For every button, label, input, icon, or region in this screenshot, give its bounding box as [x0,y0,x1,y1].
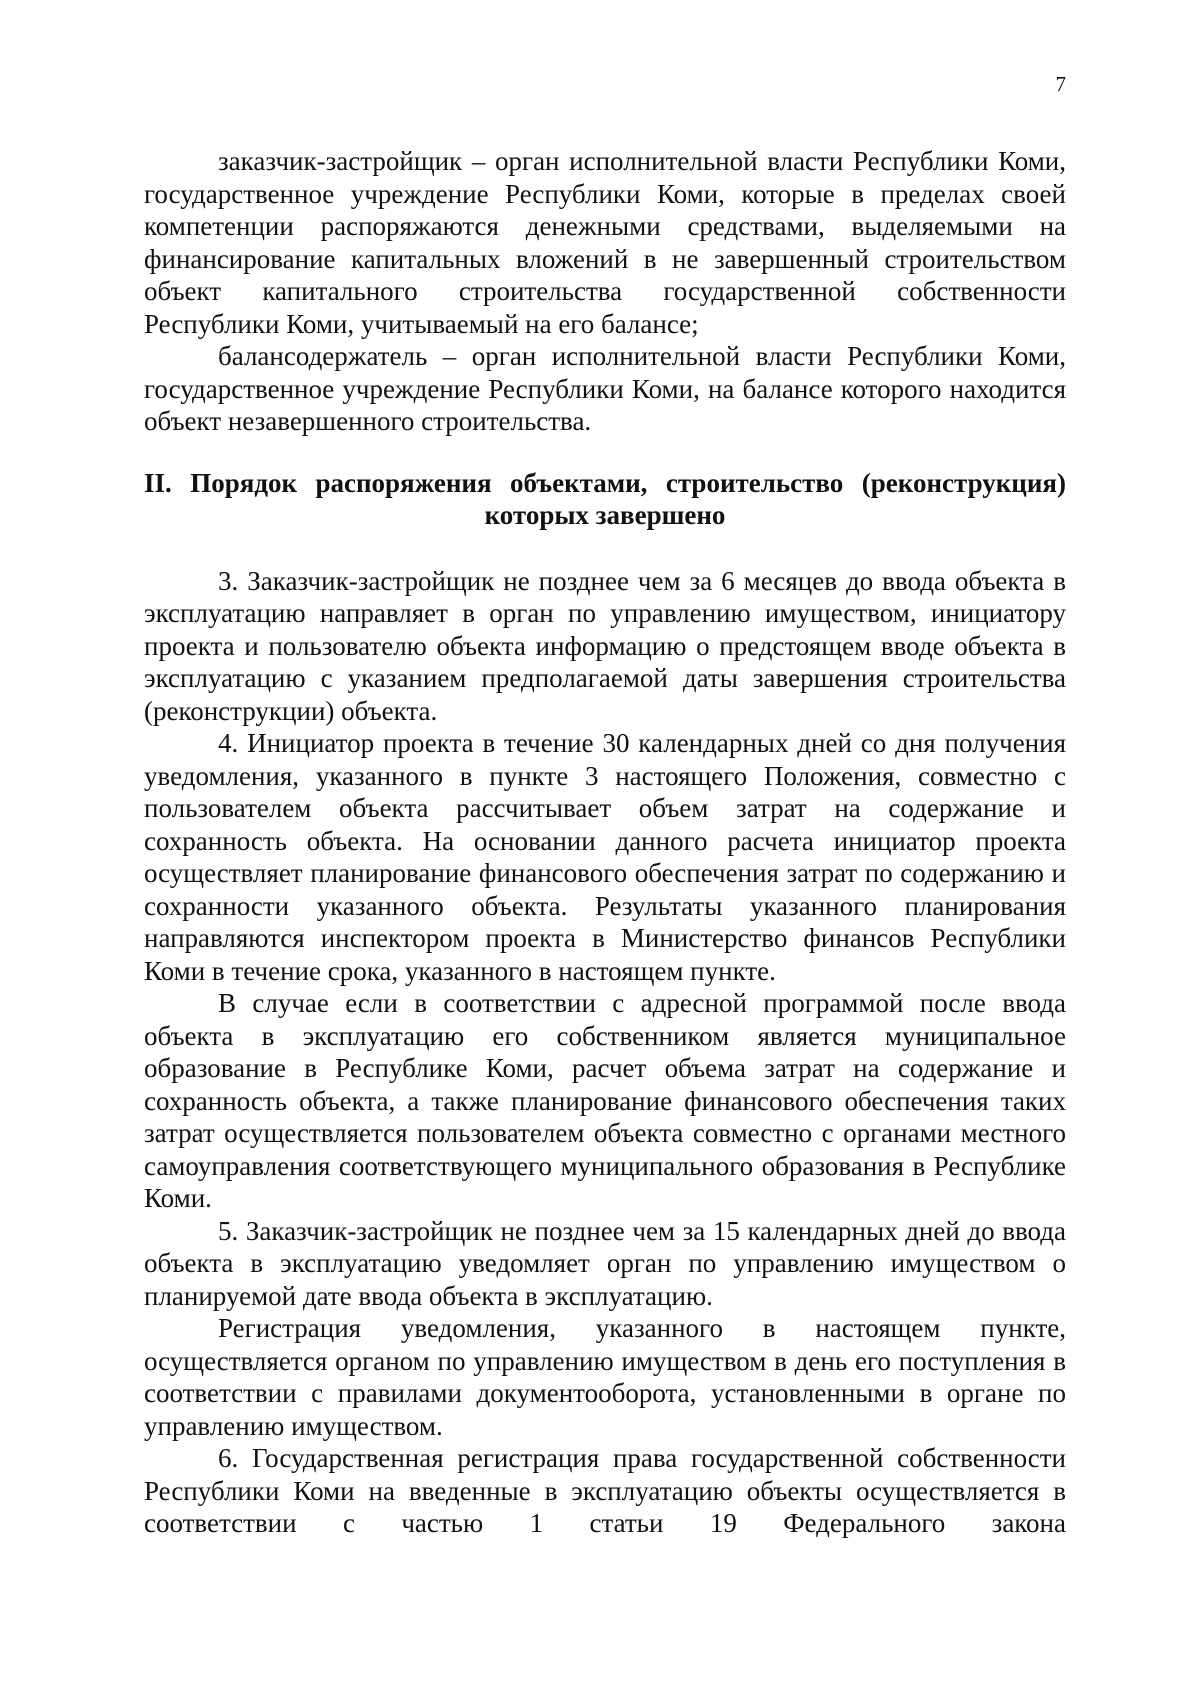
paragraph-item-6: 6. Государственная регистрация права государственной собственности Республики Коми на введенные в эксплуатацию объекты осуществляется в соответствии с частью 1 статьи 19 Федерального закона [144,1443,1066,1538]
paragraph-item-3: 3. Заказчик-застройщик не позднее чем за 6 месяцев до ввода объекта в эксплуатацию направляет в орган по управлению имуществом, инициатору проекта и пользователю объекта информацию о предстоящем вводе объекта в эксплуатацию с указанием предполагаемой даты завершения строительства (реконструкции) объекта. [144,565,1066,726]
paragraph-definition-customer: заказчик-застройщик – орган исполнительной власти Республики Коми, государственное учреждение Республики Коми, которые в пределах своей компетенции распоряжаются денежными средствами, выделяемыми на финансирование капитальных вложений в не завершенный строительством объект капитального строительства государственной собственности Республики Коми, учитываемый на его балансе; [144,146,1066,339]
section-heading-line-2: которых завершено [484,500,726,530]
section-heading [144,467,1066,532]
paragraph-notice-registration: Регистрация уведомления, указанного в настоящем пункте, осуществляется органом по управлению имуществом в день его поступления в соответствии с правилами документооборота, установленными в органе по управлению имуществом. [144,1313,1066,1441]
page-number: 7 [1055,72,1066,96]
paragraph-item-5: 5. Заказчик-застройщик не позднее чем за 15 календарных дней до ввода объекта в эксплуатацию уведомляет орган по управлению имуществом о планируемой дате ввода объекта в эксплуатацию. [144,1215,1066,1311]
paragraph-item-4: 4. Инициатор проекта в течение 30 календарных дней со дня получения уведомления, указанного в пункте 3 настоящего Положения, совместно с пользователем объекта рассчитывает объем затрат на содержание и сохранность объекта. На основании данного расчета инициатор проекта осуществляет планирование финансового обеспечения затрат по содержанию и сохранности указанного объекта. Результаты указанного планирования направляются инспектором проекта в Министерство финансов Республики Коми в течение срока, указанного в настоящем пункте. [144,728,1066,986]
section-heading-line-1: II. Порядок распоряжения объектами, строительство (реконструкция) [144,467,1066,498]
paragraph-municipal-case: В случае если в соответствии с адресной программой после ввода объекта в эксплуатацию его собственником является муниципальное образование в Республике Коми, расчет объема затрат на содержание и сохранность объекта, а также планирование финансового обеспечения таких затрат осуществляется пользователем объекта совместно с органами местного самоуправления соответствующего муниципального образования в Республике Коми. [144,988,1066,1213]
paragraph-definition-balance-holder: балансодержатель – орган исполнительной власти Республики Коми, государственное учреждение Республики Коми, на балансе которого находится объект незавершенного строительства. [144,341,1066,436]
document-body [144,145,1066,1540]
